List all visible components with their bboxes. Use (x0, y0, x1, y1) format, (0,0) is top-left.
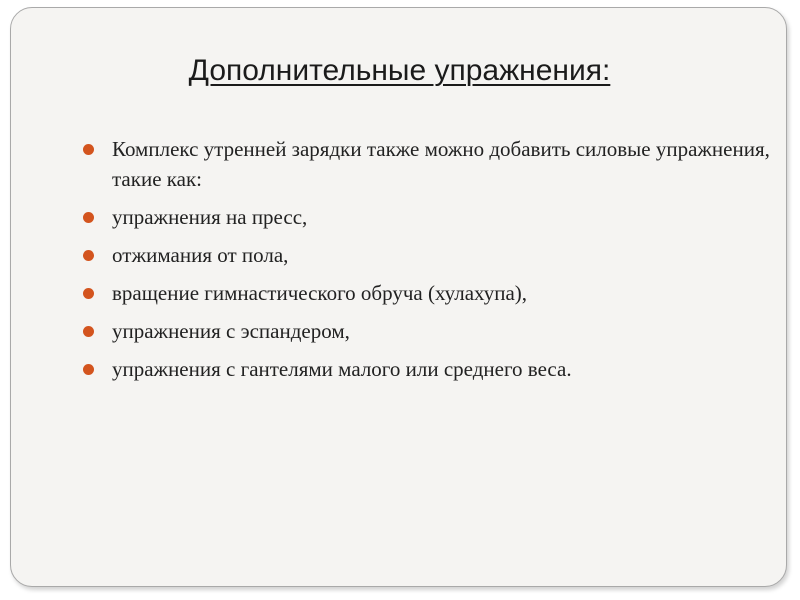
bullet-text: упражнения на пресс, (112, 205, 308, 229)
bullet-item (83, 240, 773, 270)
bullet-text: отжимания от пола, (112, 243, 289, 267)
bullet-item (83, 278, 773, 308)
bullet-item (83, 316, 773, 346)
slide-title: Дополнительные упражнения: (188, 54, 611, 87)
bullet-dot-icon (83, 326, 94, 337)
bullet-item (83, 202, 773, 232)
bullet-text: упражнения с гантелями малого или среднего веса. (112, 357, 572, 381)
bullet-dot-icon (83, 250, 94, 261)
slide-card (10, 7, 787, 587)
bullet-item (83, 354, 773, 384)
bullet-text: упражнения с эспандером, (112, 319, 350, 343)
bullet-dot-icon (83, 212, 94, 223)
bullet-item (83, 134, 773, 194)
bullet-list (83, 134, 773, 392)
bullet-dot-icon (83, 144, 94, 155)
bullet-text: вращение гимнастического обруча (хулахупа), (112, 281, 528, 305)
bullet-dot-icon (83, 364, 94, 375)
bullet-dot-icon (83, 288, 94, 299)
bullet-text: Комплекс утренней зарядки также можно добавить силовые упражнения, такие как: (112, 137, 770, 191)
